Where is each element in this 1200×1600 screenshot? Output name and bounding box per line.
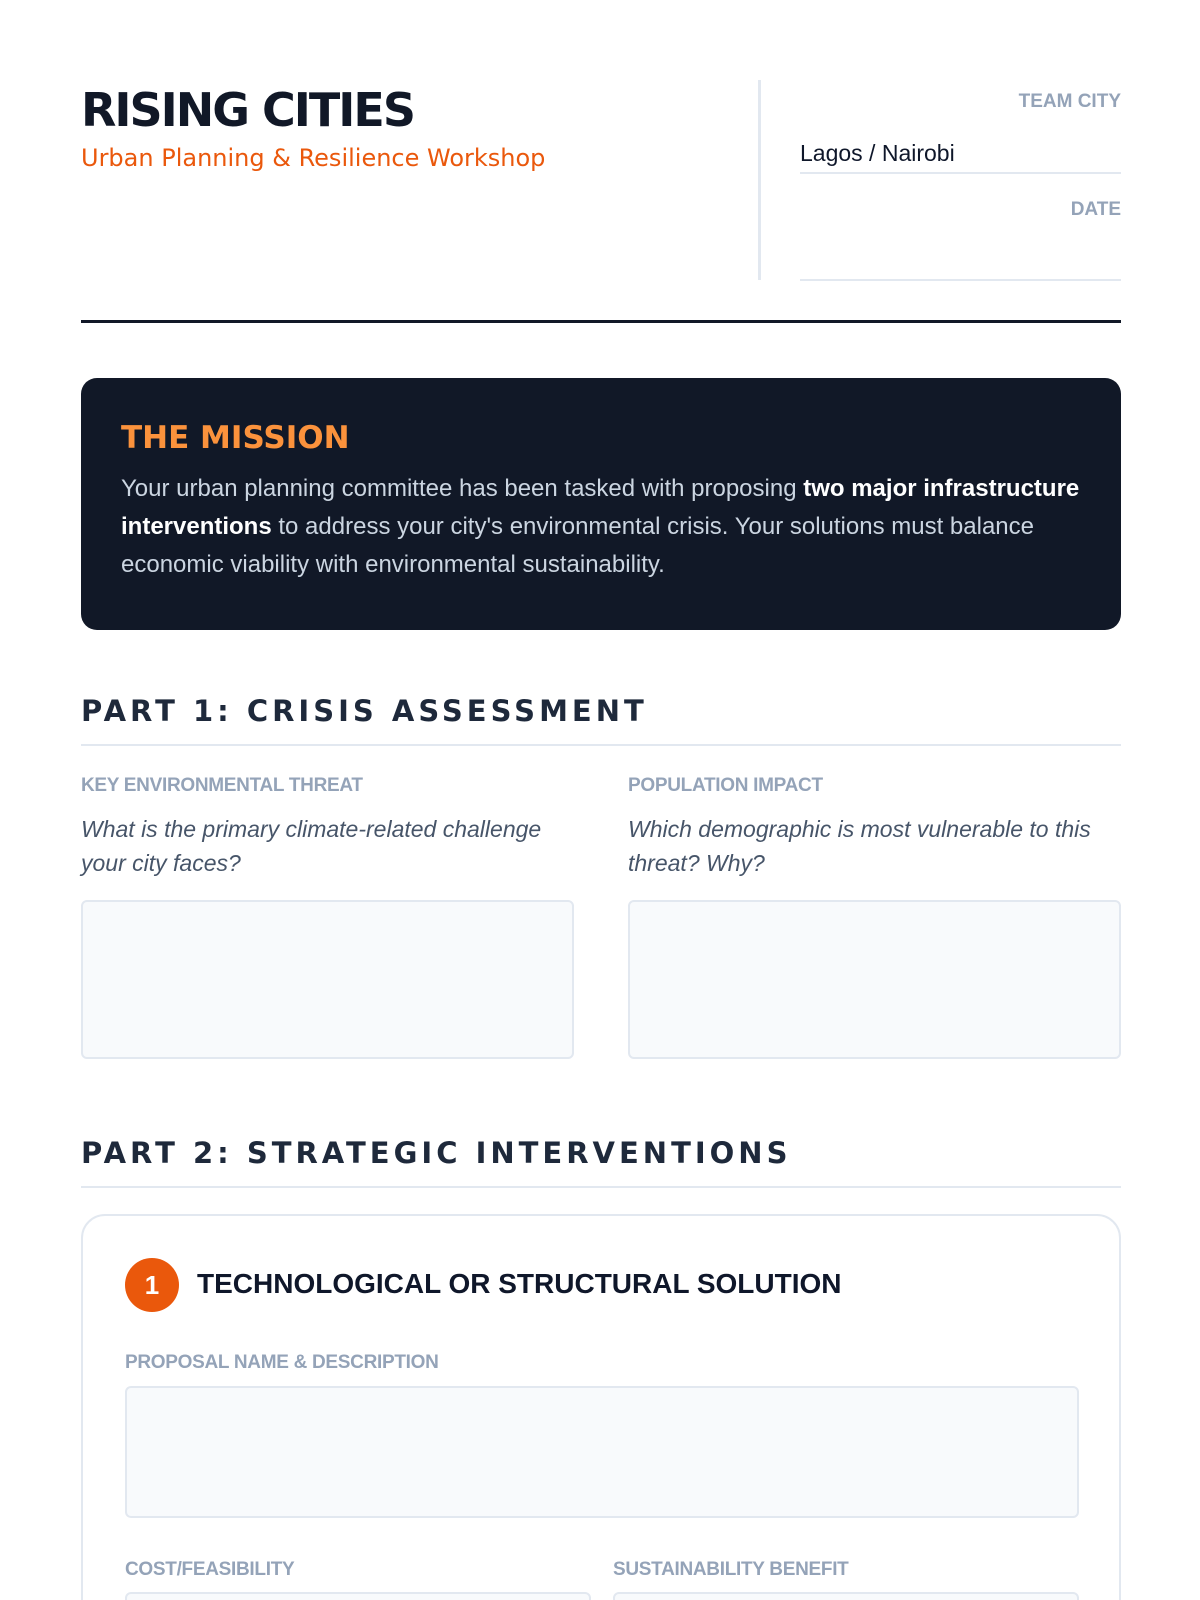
- worksheet-header: [81, 80, 1121, 280]
- impact-prompt: Which demographic is most vulnerable to this threat? Why?: [628, 816, 1091, 876]
- header-rule: [81, 320, 1121, 323]
- header-divider: [758, 80, 761, 280]
- intervention-number-badge: 1: [125, 1258, 179, 1312]
- mission-text-end: to address your city's environmental crisis. Your solutions must balance economic viability with environmental sustainability.: [121, 513, 1034, 578]
- cost-answer-box[interactable]: [125, 1592, 591, 1600]
- threat-prompt: What is the primary climate-related challenge your city faces?: [81, 816, 542, 876]
- worksheet-title: RISING CITIES: [81, 83, 414, 137]
- part1-rule: [81, 744, 1121, 746]
- impact-label: POPULATION IMPACT: [628, 775, 823, 796]
- impact-answer-box[interactable]: [628, 900, 1121, 1059]
- intervention-title: TECHNOLOGICAL OR STRUCTURAL SOLUTION: [197, 1268, 842, 1299]
- cost-label: COST/FEASIBILITY: [125, 1559, 295, 1580]
- mission-text: [121, 470, 1081, 584]
- mission-text-emphasis: two major infrastructure interventions: [121, 475, 1080, 540]
- benefit-answer-box[interactable]: [613, 1592, 1079, 1600]
- mission-title: THE MISSION: [121, 420, 350, 456]
- team-city-field[interactable]: Lagos / Nairobi: [800, 136, 1121, 174]
- worksheet-subtitle: Urban Planning & Resilience Workshop: [81, 144, 546, 172]
- intervention-card-1: [81, 1214, 1121, 1600]
- mission-panel: [81, 378, 1121, 630]
- part1-title: PART 1: CRISIS ASSESSMENT: [81, 694, 648, 728]
- proposal-label: PROPOSAL NAME & DESCRIPTION: [125, 1352, 439, 1373]
- part2-rule: [81, 1186, 1121, 1188]
- benefit-label: SUSTAINABILITY BENEFIT: [613, 1559, 849, 1580]
- part2-title: PART 2: STRATEGIC INTERVENTIONS: [81, 1136, 792, 1170]
- team-city-label: TEAM CITY: [1018, 91, 1121, 112]
- threat-label: KEY ENVIRONMENTAL THREAT: [81, 775, 363, 796]
- proposal-answer-box[interactable]: [125, 1386, 1079, 1518]
- date-field[interactable]: [800, 243, 1121, 281]
- threat-answer-box[interactable]: [81, 900, 574, 1059]
- mission-text-start: Your urban planning committee has been tasked with proposing: [121, 475, 804, 502]
- date-label: DATE: [1070, 199, 1121, 220]
